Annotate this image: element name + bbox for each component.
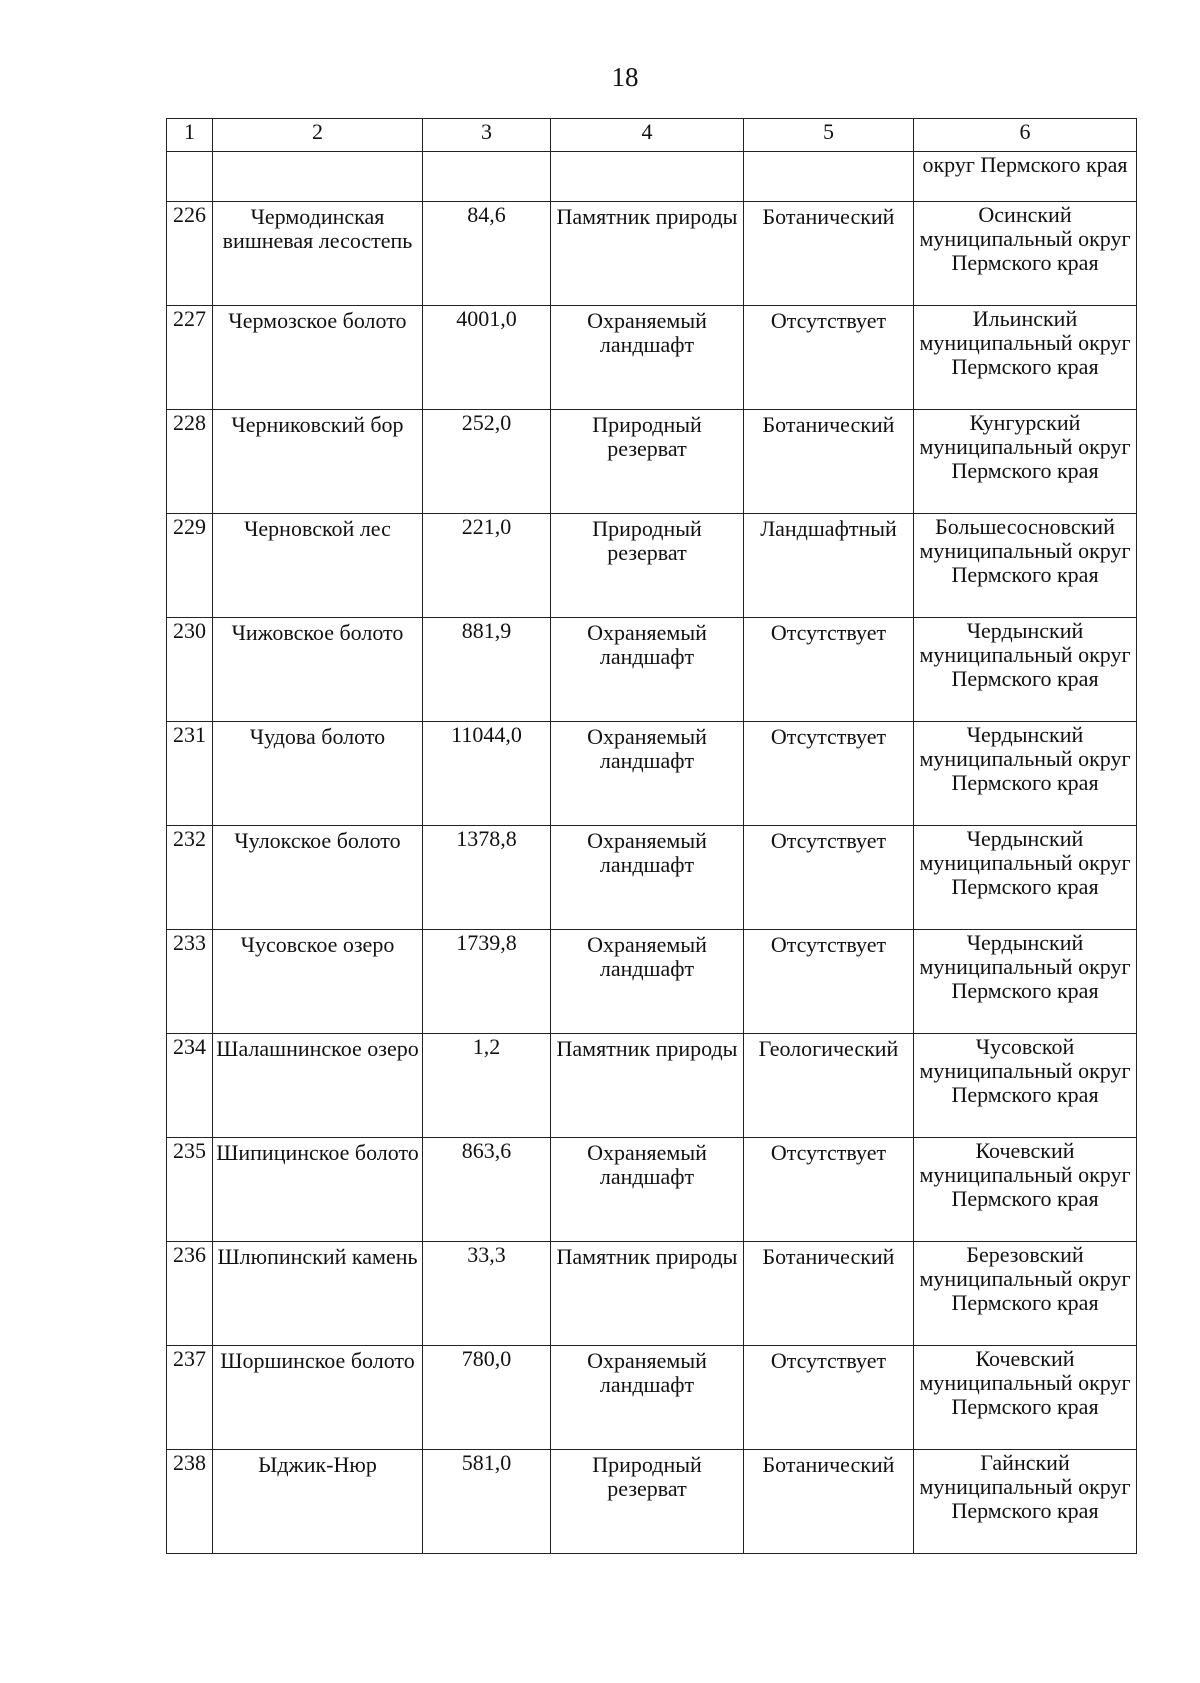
profile-cell: Ландшафтный: [744, 514, 914, 618]
profile-cell: Отсутствует: [744, 826, 914, 930]
row-number-cell: 235: [167, 1138, 213, 1242]
name-cell: Черновской лес: [213, 514, 423, 618]
header-cell: 2: [213, 119, 423, 152]
profile-cell: Отсутствует: [744, 722, 914, 826]
header-cell: 4: [551, 119, 744, 152]
name-cell: Ыджик-Нюр: [213, 1450, 423, 1554]
location-cell: Гайнский муниципальный округ Пермского края: [914, 1450, 1137, 1554]
table-row: [167, 1138, 1137, 1242]
table-row: [167, 202, 1137, 306]
header-cell: 3: [423, 119, 551, 152]
row-number-cell: 228: [167, 410, 213, 514]
table-cell: [744, 152, 914, 202]
row-number-cell: 236: [167, 1242, 213, 1346]
category-cell: Охраняемый ландшафт: [551, 618, 744, 722]
table-cell: [551, 152, 744, 202]
name-cell: Шоршинское болото: [213, 1346, 423, 1450]
profile-cell: Отсутствует: [744, 618, 914, 722]
area-cell: 33,3: [423, 1242, 551, 1346]
profile-cell: Отсутствует: [744, 1138, 914, 1242]
location-cell: Кочевский муниципальный округ Пермского края: [914, 1346, 1137, 1450]
header-cell: 1: [167, 119, 213, 152]
profile-cell: Ботанический: [744, 410, 914, 514]
area-cell: 1378,8: [423, 826, 551, 930]
name-cell: Чижовское болото: [213, 618, 423, 722]
table-cell: [213, 152, 423, 202]
table-row: [167, 514, 1137, 618]
area-cell: 84,6: [423, 202, 551, 306]
row-number-cell: 226: [167, 202, 213, 306]
location-cell: Чердынский муниципальный округ Пермского края: [914, 722, 1137, 826]
profile-cell: Ботанический: [744, 202, 914, 306]
table-row: [167, 618, 1137, 722]
table-row: [167, 1242, 1137, 1346]
category-cell: Природный резерват: [551, 410, 744, 514]
table-row: [167, 1034, 1137, 1138]
area-cell: 581,0: [423, 1450, 551, 1554]
area-cell: 4001,0: [423, 306, 551, 410]
row-number-cell: 233: [167, 930, 213, 1034]
table-row: [167, 1346, 1137, 1450]
location-cell: Осинский муниципальный округ Пермского края: [914, 202, 1137, 306]
location-cell: Кунгурский муниципальный округ Пермского края: [914, 410, 1137, 514]
name-cell: Чулокское болото: [213, 826, 423, 930]
name-cell: Чудова болото: [213, 722, 423, 826]
table-row: [167, 930, 1137, 1034]
table-cell: [423, 152, 551, 202]
table-row: [167, 1450, 1137, 1554]
category-cell: Охраняемый ландшафт: [551, 930, 744, 1034]
header-cell: 5: [744, 119, 914, 152]
row-number-cell: 232: [167, 826, 213, 930]
name-cell: Чермодинская вишневая лесостепь: [213, 202, 423, 306]
protected-areas-table: [166, 118, 1137, 1554]
name-cell: Черниковский бор: [213, 410, 423, 514]
category-cell: Памятник природы: [551, 1034, 744, 1138]
profile-cell: Отсутствует: [744, 1346, 914, 1450]
location-cell: Чердынский муниципальный округ Пермского края: [914, 826, 1137, 930]
name-cell: Шипицинское болото: [213, 1138, 423, 1242]
row-number-cell: 237: [167, 1346, 213, 1450]
category-cell: Охраняемый ландшафт: [551, 826, 744, 930]
row-number-cell: 230: [167, 618, 213, 722]
category-cell: Охраняемый ландшафт: [551, 1346, 744, 1450]
category-cell: Памятник природы: [551, 1242, 744, 1346]
profile-cell: Геологический: [744, 1034, 914, 1138]
table-header-row: [167, 119, 1137, 152]
profile-cell: Ботанический: [744, 1242, 914, 1346]
category-cell: Природный резерват: [551, 1450, 744, 1554]
category-cell: Охраняемый ландшафт: [551, 1138, 744, 1242]
category-cell: Охраняемый ландшафт: [551, 306, 744, 410]
row-number-cell: 238: [167, 1450, 213, 1554]
location-cell: Березовский муниципальный округ Пермского края: [914, 1242, 1137, 1346]
row-number-cell: 227: [167, 306, 213, 410]
area-cell: 1739,8: [423, 930, 551, 1034]
area-cell: 252,0: [423, 410, 551, 514]
area-cell: 881,9: [423, 618, 551, 722]
profile-cell: Отсутствует: [744, 930, 914, 1034]
name-cell: Шлюпинский камень: [213, 1242, 423, 1346]
row-number-cell: 231: [167, 722, 213, 826]
continuation-row: [167, 152, 1137, 202]
area-cell: 1,2: [423, 1034, 551, 1138]
category-cell: Природный резерват: [551, 514, 744, 618]
area-cell: 863,6: [423, 1138, 551, 1242]
table-row: [167, 306, 1137, 410]
area-cell: 11044,0: [423, 722, 551, 826]
name-cell: Шалашнинское озеро: [213, 1034, 423, 1138]
table-cell: округ Пермского края: [914, 152, 1137, 202]
row-number-cell: 229: [167, 514, 213, 618]
table-row: [167, 826, 1137, 930]
location-cell: Кочевский муниципальный округ Пермского края: [914, 1138, 1137, 1242]
row-number-cell: 234: [167, 1034, 213, 1138]
category-cell: Памятник природы: [551, 202, 744, 306]
header-cell: 6: [914, 119, 1137, 152]
table-row: [167, 722, 1137, 826]
location-cell: Ильинский муниципальный округ Пермского края: [914, 306, 1137, 410]
name-cell: Чермозское болото: [213, 306, 423, 410]
location-cell: Чердынский муниципальный округ Пермского края: [914, 930, 1137, 1034]
name-cell: Чусовское озеро: [213, 930, 423, 1034]
location-cell: Чусовской муниципальный округ Пермского края: [914, 1034, 1137, 1138]
area-cell: 780,0: [423, 1346, 551, 1450]
location-cell: Чердынский муниципальный округ Пермского края: [914, 618, 1137, 722]
page-number: 18: [611, 62, 639, 92]
table-row: [167, 410, 1137, 514]
category-cell: Охраняемый ландшафт: [551, 722, 744, 826]
profile-cell: Ботанический: [744, 1450, 914, 1554]
table-cell: [167, 152, 213, 202]
location-cell: Большесосновский муниципальный округ Пермского края: [914, 514, 1137, 618]
profile-cell: Отсутствует: [744, 306, 914, 410]
area-cell: 221,0: [423, 514, 551, 618]
